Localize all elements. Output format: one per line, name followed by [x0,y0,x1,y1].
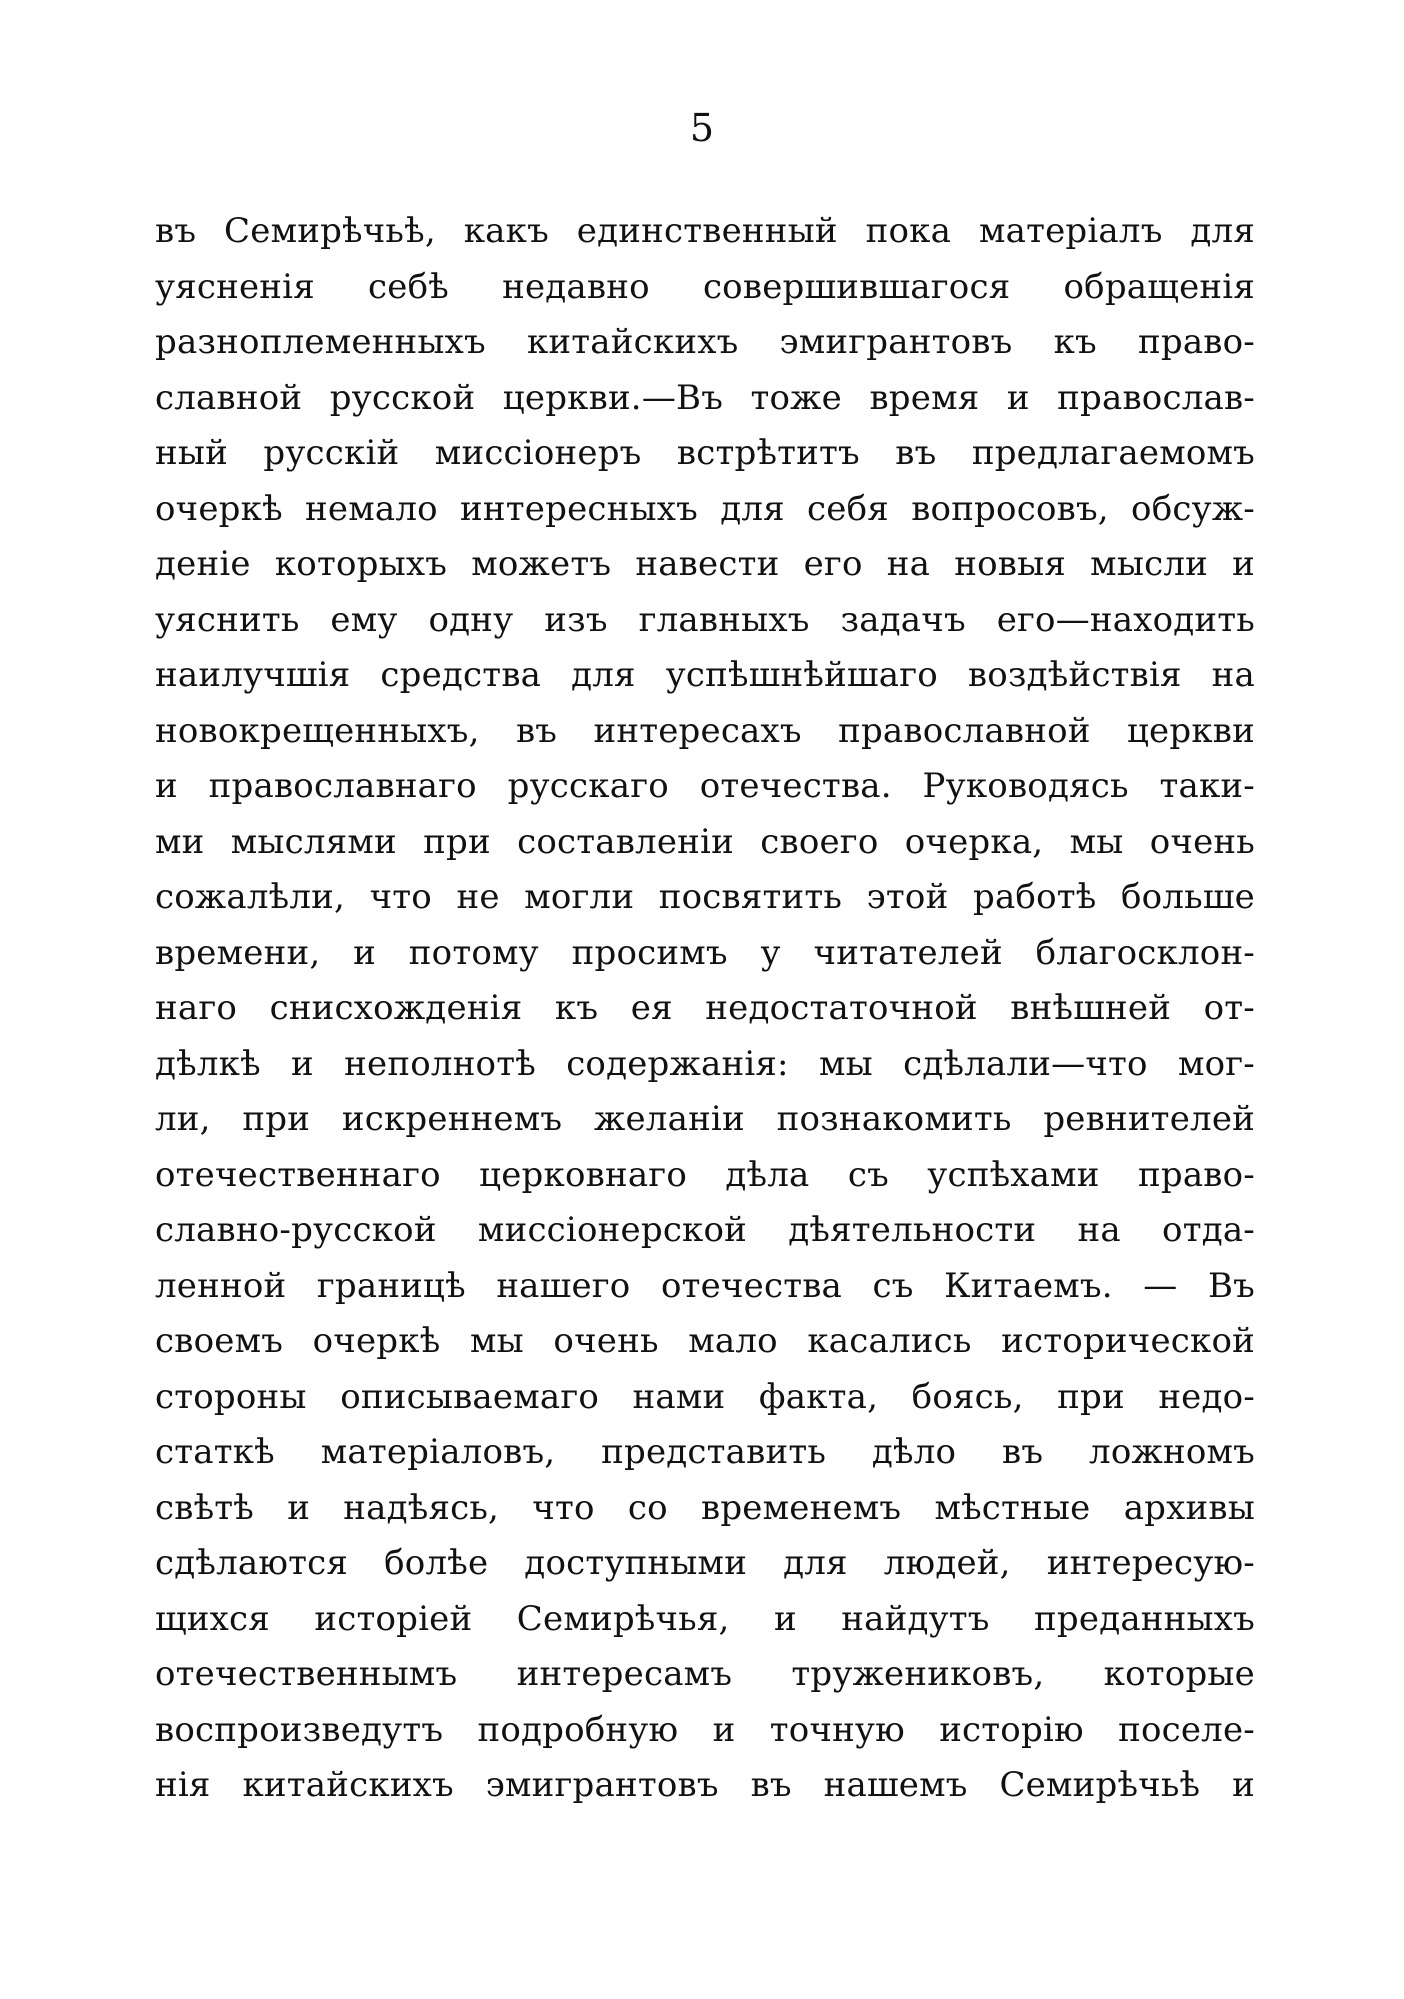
text-line: наго снисхожденія къ ея недостаточной внѣшней от- [155,988,1255,1028]
text-line: разноплеменныхъ китайскихъ эмигрантовъ къ право- [155,322,1255,362]
text-line: сожалѣли, что не могли посвятить этой работѣ больше [155,877,1255,917]
text-line: новокрещенныхъ, въ интересахъ православной церкви [155,710,1255,751]
text-line: времени, и потому просимъ у читателей благосклон- [155,932,1255,973]
page-number: 5 [689,106,715,150]
text-line: деніе которыхъ можетъ навести его на новыя мысли и [155,544,1255,584]
text-line: ленной границѣ нашего отечества съ Китаемъ. — Въ [155,1265,1255,1306]
text-line: славной русской церкви.—Въ тоже время и православ- [155,377,1255,418]
text-line: въ Семирѣчьѣ, какъ единственный пока матеріалъ для [155,211,1255,251]
text-line: своемъ очеркѣ мы очень мало касались исторической [155,1321,1255,1361]
text-line: славно-русской миссіонерской дѣятельности на отда- [155,1210,1255,1250]
text-line: наилучшія средства для успѣшнѣйшаго воздѣйствія на [155,655,1255,695]
text-line: нія китайскихъ эмигрантовъ въ нашемъ Семирѣчьѣ и [155,1765,1255,1805]
text-line: уясненія себѣ недавно совершившагося обращенія [155,266,1255,307]
text-line: отечественнымъ интересамъ тружениковъ, которые [155,1654,1255,1694]
text-line: и православнаго русскаго отечества. Руководясь таки- [155,766,1255,806]
text-line: воспроизведутъ подробную и точную исторію поселе- [155,1709,1255,1750]
text-line: отечественнаго церковнаго дѣла съ успѣхами право- [155,1154,1255,1195]
text-line: уяснить ему одну изъ главныхъ задачъ его—находить [155,599,1255,640]
text-line: сдѣлаются болѣе доступными для людей, интересую- [155,1543,1255,1583]
body-text [155,204,1255,1814]
text-line: стороны описываемаго нами факта, боясь, при недо- [155,1376,1255,1417]
text-line: очеркѣ немало интересныхъ для себя вопросовъ, обсуж- [155,488,1255,529]
text-line: ли, при искреннемъ желаніи познакомить ревнителей [155,1099,1255,1139]
text-line: дѣлкѣ и неполнотѣ содержанія: мы сдѣлали—что мог- [155,1043,1255,1084]
text-line: статкѣ матеріаловъ, представить дѣло въ ложномъ [155,1432,1255,1472]
text-line: ный русскій миссіонеръ встрѣтитъ въ предлагаемомъ [155,433,1255,473]
text-line: ми мыслями при составленіи своего очерка, мы очень [155,821,1255,862]
text-line: свѣтѣ и надѣясь, что со временемъ мѣстные архивы [155,1487,1255,1528]
text-line: щихся исторіей Семирѣчья, и найдутъ преданныхъ [155,1598,1255,1639]
